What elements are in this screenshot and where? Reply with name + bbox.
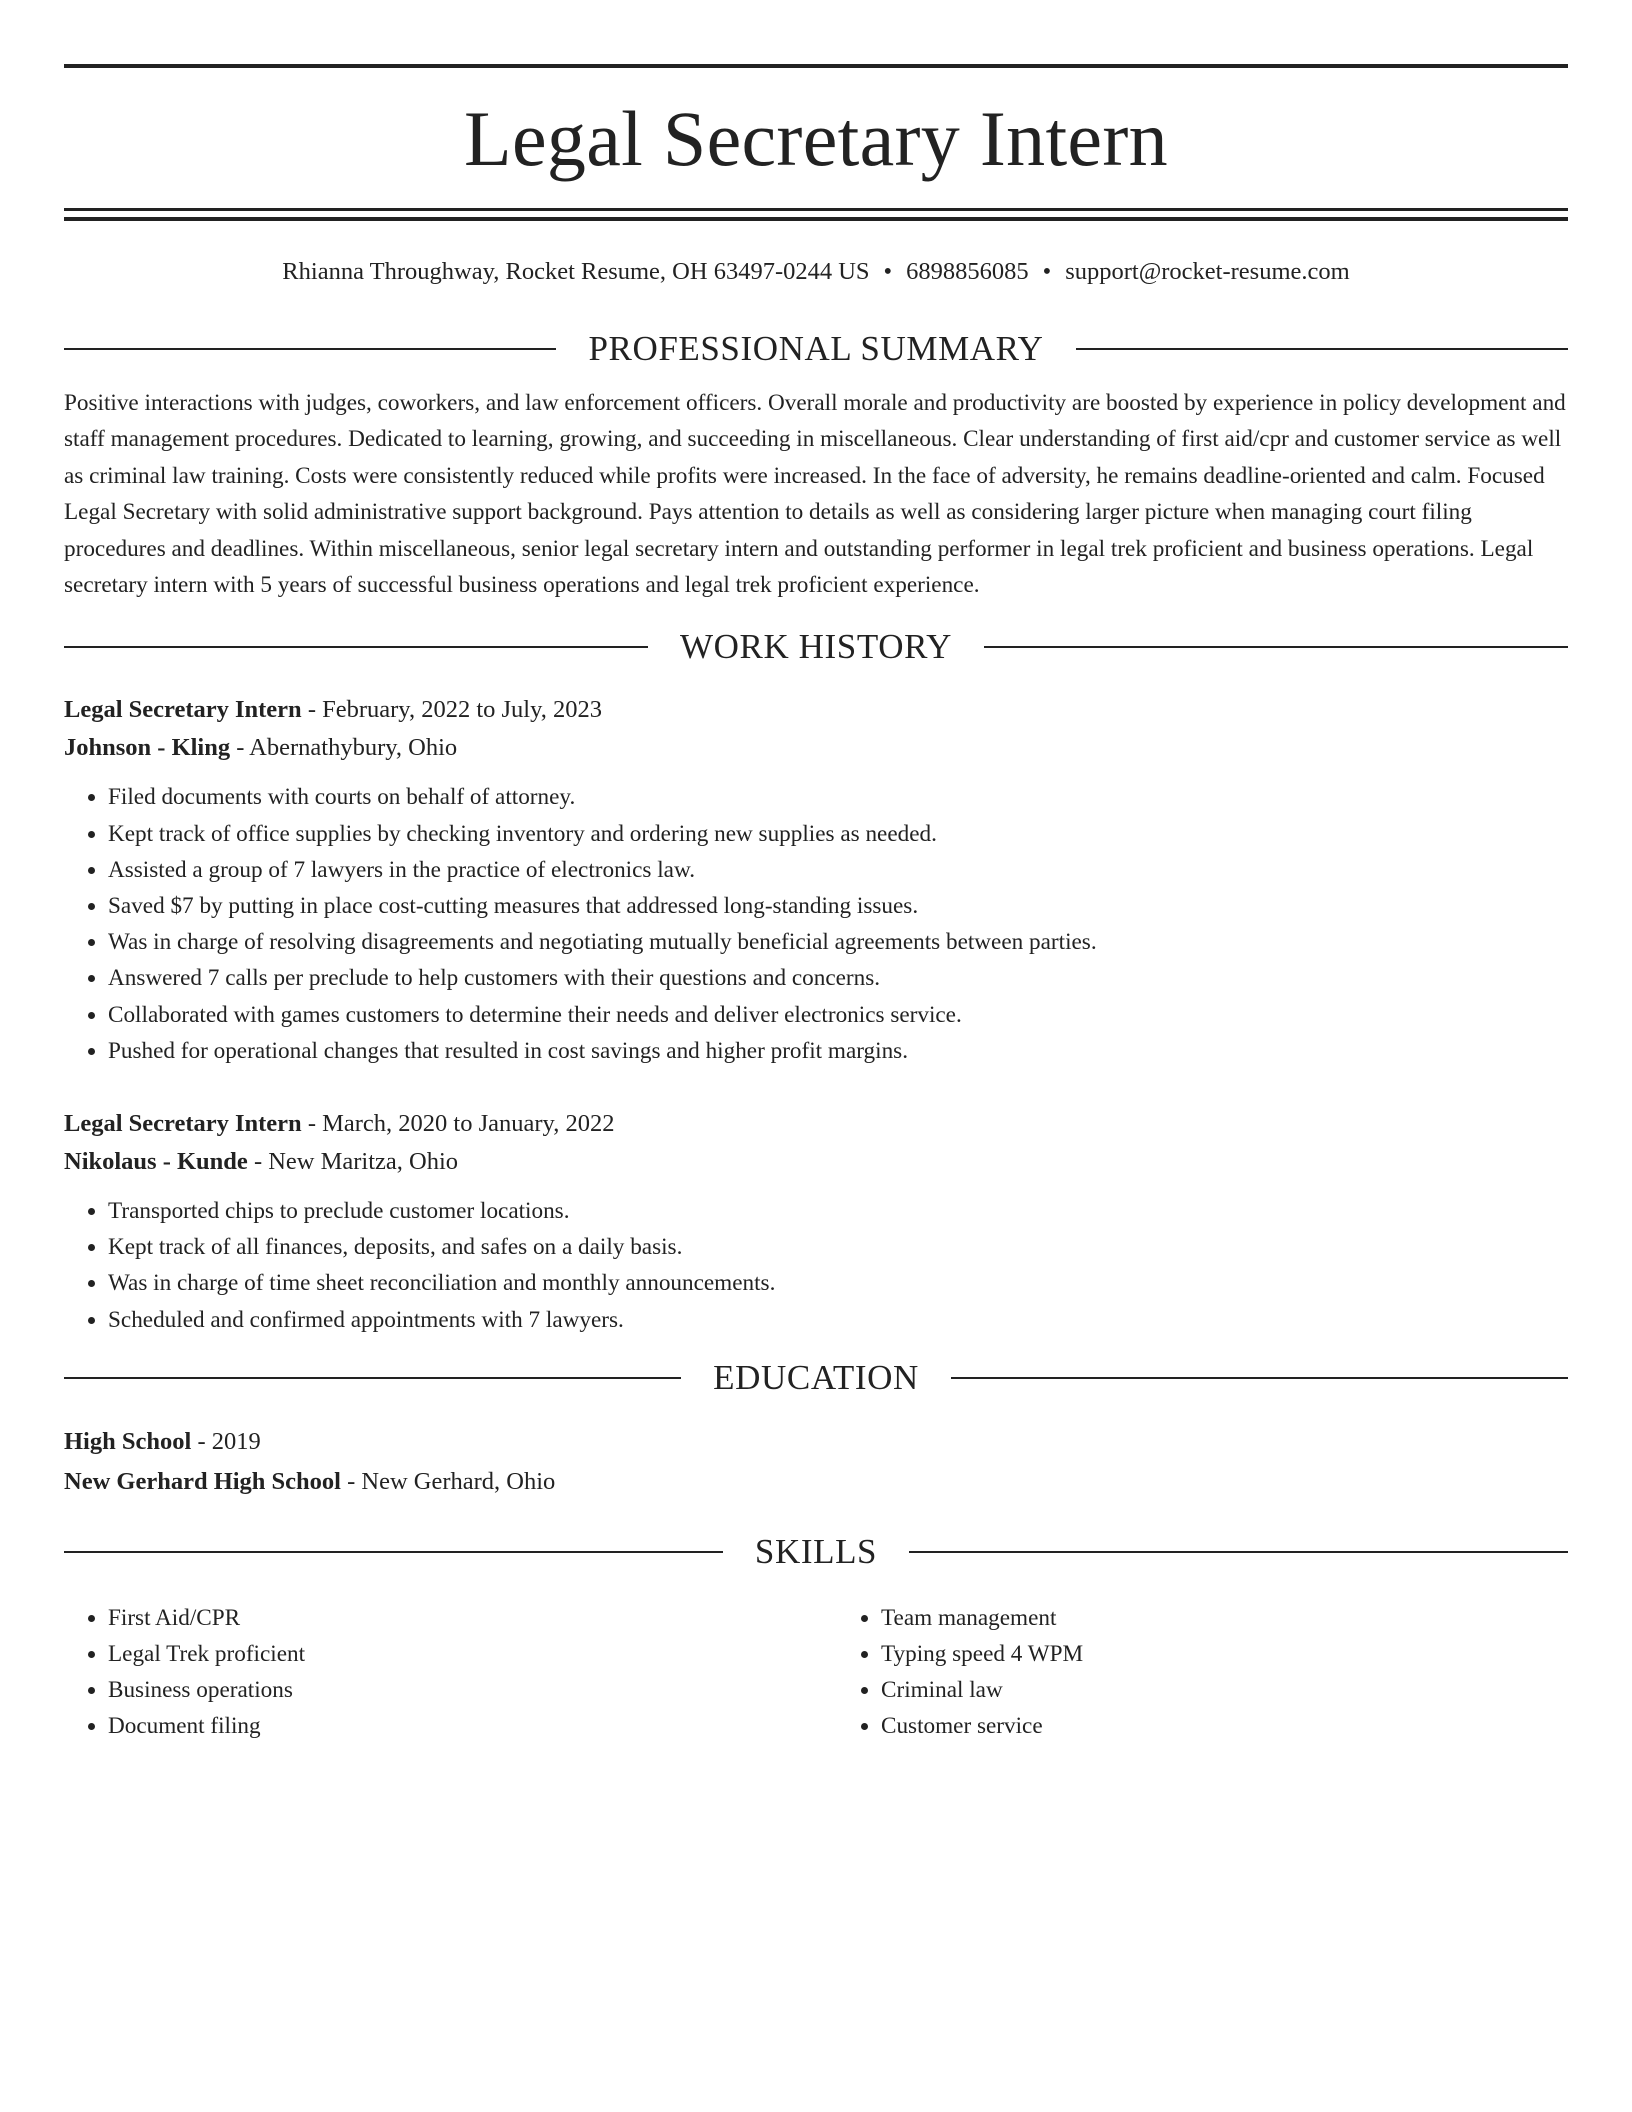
job-bullets	[64, 1193, 1568, 1338]
list-item: • First Aid/CPR	[108, 1600, 795, 1636]
work-section-header	[64, 625, 1568, 669]
list-item: • Filed documents with courts on behalf of attorney.	[108, 779, 1568, 815]
education-degree: High School	[64, 1427, 192, 1455]
job-company-line	[64, 1143, 1568, 1181]
title-double-rule	[64, 208, 1568, 221]
list-item: • Saved $7 by putting in place cost-cutting measures that addressed long-standing issues.	[108, 888, 1568, 924]
resume-title: Legal Secretary Intern	[464, 95, 1168, 182]
list-item: • Legal Trek proficient	[108, 1636, 795, 1672]
job-title-line	[64, 1105, 1568, 1143]
list-item: • Answered 7 calls per preclude to help customers with their questions and concerns.	[108, 960, 1568, 996]
list-item: • Collaborated with games customers to determine their needs and deliver electronics service.	[108, 997, 1568, 1033]
list-item: • Customer service	[881, 1708, 1568, 1744]
education-location: - New Gerhard, Ohio	[341, 1467, 556, 1495]
education-section-header	[64, 1356, 1568, 1400]
job-title-line	[64, 691, 1568, 729]
list-item: • Was in charge of resolving disagreements and negotiating mutually beneficial agreements between parties.	[108, 924, 1568, 960]
skills-list-right	[795, 1600, 1568, 1745]
job-location: - Abernathybury, Ohio	[230, 734, 458, 762]
list-item: • Team management	[881, 1600, 1568, 1636]
list-item: • Criminal law	[881, 1672, 1568, 1708]
contact-email: support@rocket-resume.com	[1065, 258, 1350, 285]
job-title: Legal Secretary Intern	[64, 1110, 302, 1138]
job-company: Johnson - Kling	[64, 734, 231, 762]
list-item: • Transported chips to preclude customer locations.	[108, 1193, 1568, 1229]
education-entry	[64, 1422, 1568, 1502]
education-school-line	[64, 1462, 1568, 1502]
list-item: • Scheduled and confirmed appointments with 7 lawyers.	[108, 1302, 1568, 1338]
job-entry	[64, 1105, 1568, 1338]
work-heading: WORK HISTORY	[680, 627, 952, 667]
list-item: • Assisted a group of 7 lawyers in the practice of electronics law.	[108, 852, 1568, 888]
summary-section-header	[64, 327, 1568, 371]
list-item: • Business operations	[108, 1672, 795, 1708]
job-dates: - February, 2022 to July, 2023	[301, 696, 603, 724]
list-item: • Was in charge of time sheet reconciliation and monthly announcements.	[108, 1265, 1568, 1301]
contact-address: Rhianna Throughway, Rocket Resume, OH 63497-0244 US	[282, 258, 870, 285]
education-heading: EDUCATION	[713, 1357, 919, 1397]
list-item: • Document filing	[108, 1708, 795, 1744]
list-item: • Pushed for operational changes that resulted in cost savings and higher profit margins.	[108, 1033, 1568, 1069]
contact-separator: •	[1042, 258, 1052, 285]
job-title: Legal Secretary Intern	[64, 696, 302, 724]
job-bullets	[64, 779, 1568, 1069]
resume-page	[64, 64, 1568, 1745]
contact-separator: •	[883, 258, 893, 285]
list-item: • Typing speed 4 WPM	[881, 1636, 1568, 1672]
skills-heading: SKILLS	[754, 1531, 878, 1571]
skills-section-header	[64, 1530, 1568, 1574]
education-degree-line	[64, 1422, 1568, 1462]
education-year: - 2019	[191, 1427, 261, 1455]
skills-columns	[64, 1600, 1568, 1745]
contact-line	[64, 255, 1568, 289]
contact-phone: 6898856085	[906, 258, 1029, 285]
top-rule	[64, 64, 1568, 68]
skills-list-left	[64, 1600, 795, 1745]
job-entry	[64, 691, 1568, 1069]
list-item: • Kept track of office supplies by checking inventory and ordering new supplies as needed.	[108, 816, 1568, 852]
summary-text: Positive interactions with judges, coworkers, and law enforcement officers. Overall morale and productivity are boosted by experience in policy development and staff management procedures. Dedicated to learning, growing, and succeeding in miscellaneous. Clear understanding of first aid/cpr and customer service as well as criminal law training. Costs were consistently reduced while profits were increased. In the face of adversity, he remains deadline-oriented and calm. Focused Legal Secretary with solid administrative support background. Pays attention to details as well as considering larger picture when managing court filing procedures and deadlines. Within miscellaneous, senior legal secretary intern and outstanding performer in legal trek proficient and business operations. Legal secretary intern with 5 years of successful business operations and legal trek proficient experience.	[64, 390, 1566, 599]
job-dates: - March, 2020 to January, 2022	[301, 1110, 615, 1138]
job-company-line	[64, 729, 1568, 767]
job-company: Nikolaus - Kunde	[64, 1148, 248, 1176]
list-item: • Kept track of all finances, deposits, and safes on a daily basis.	[108, 1229, 1568, 1265]
education-school: New Gerhard High School	[64, 1467, 341, 1495]
summary-heading: PROFESSIONAL SUMMARY	[588, 329, 1044, 368]
job-location: - New Maritza, Ohio	[247, 1148, 459, 1176]
